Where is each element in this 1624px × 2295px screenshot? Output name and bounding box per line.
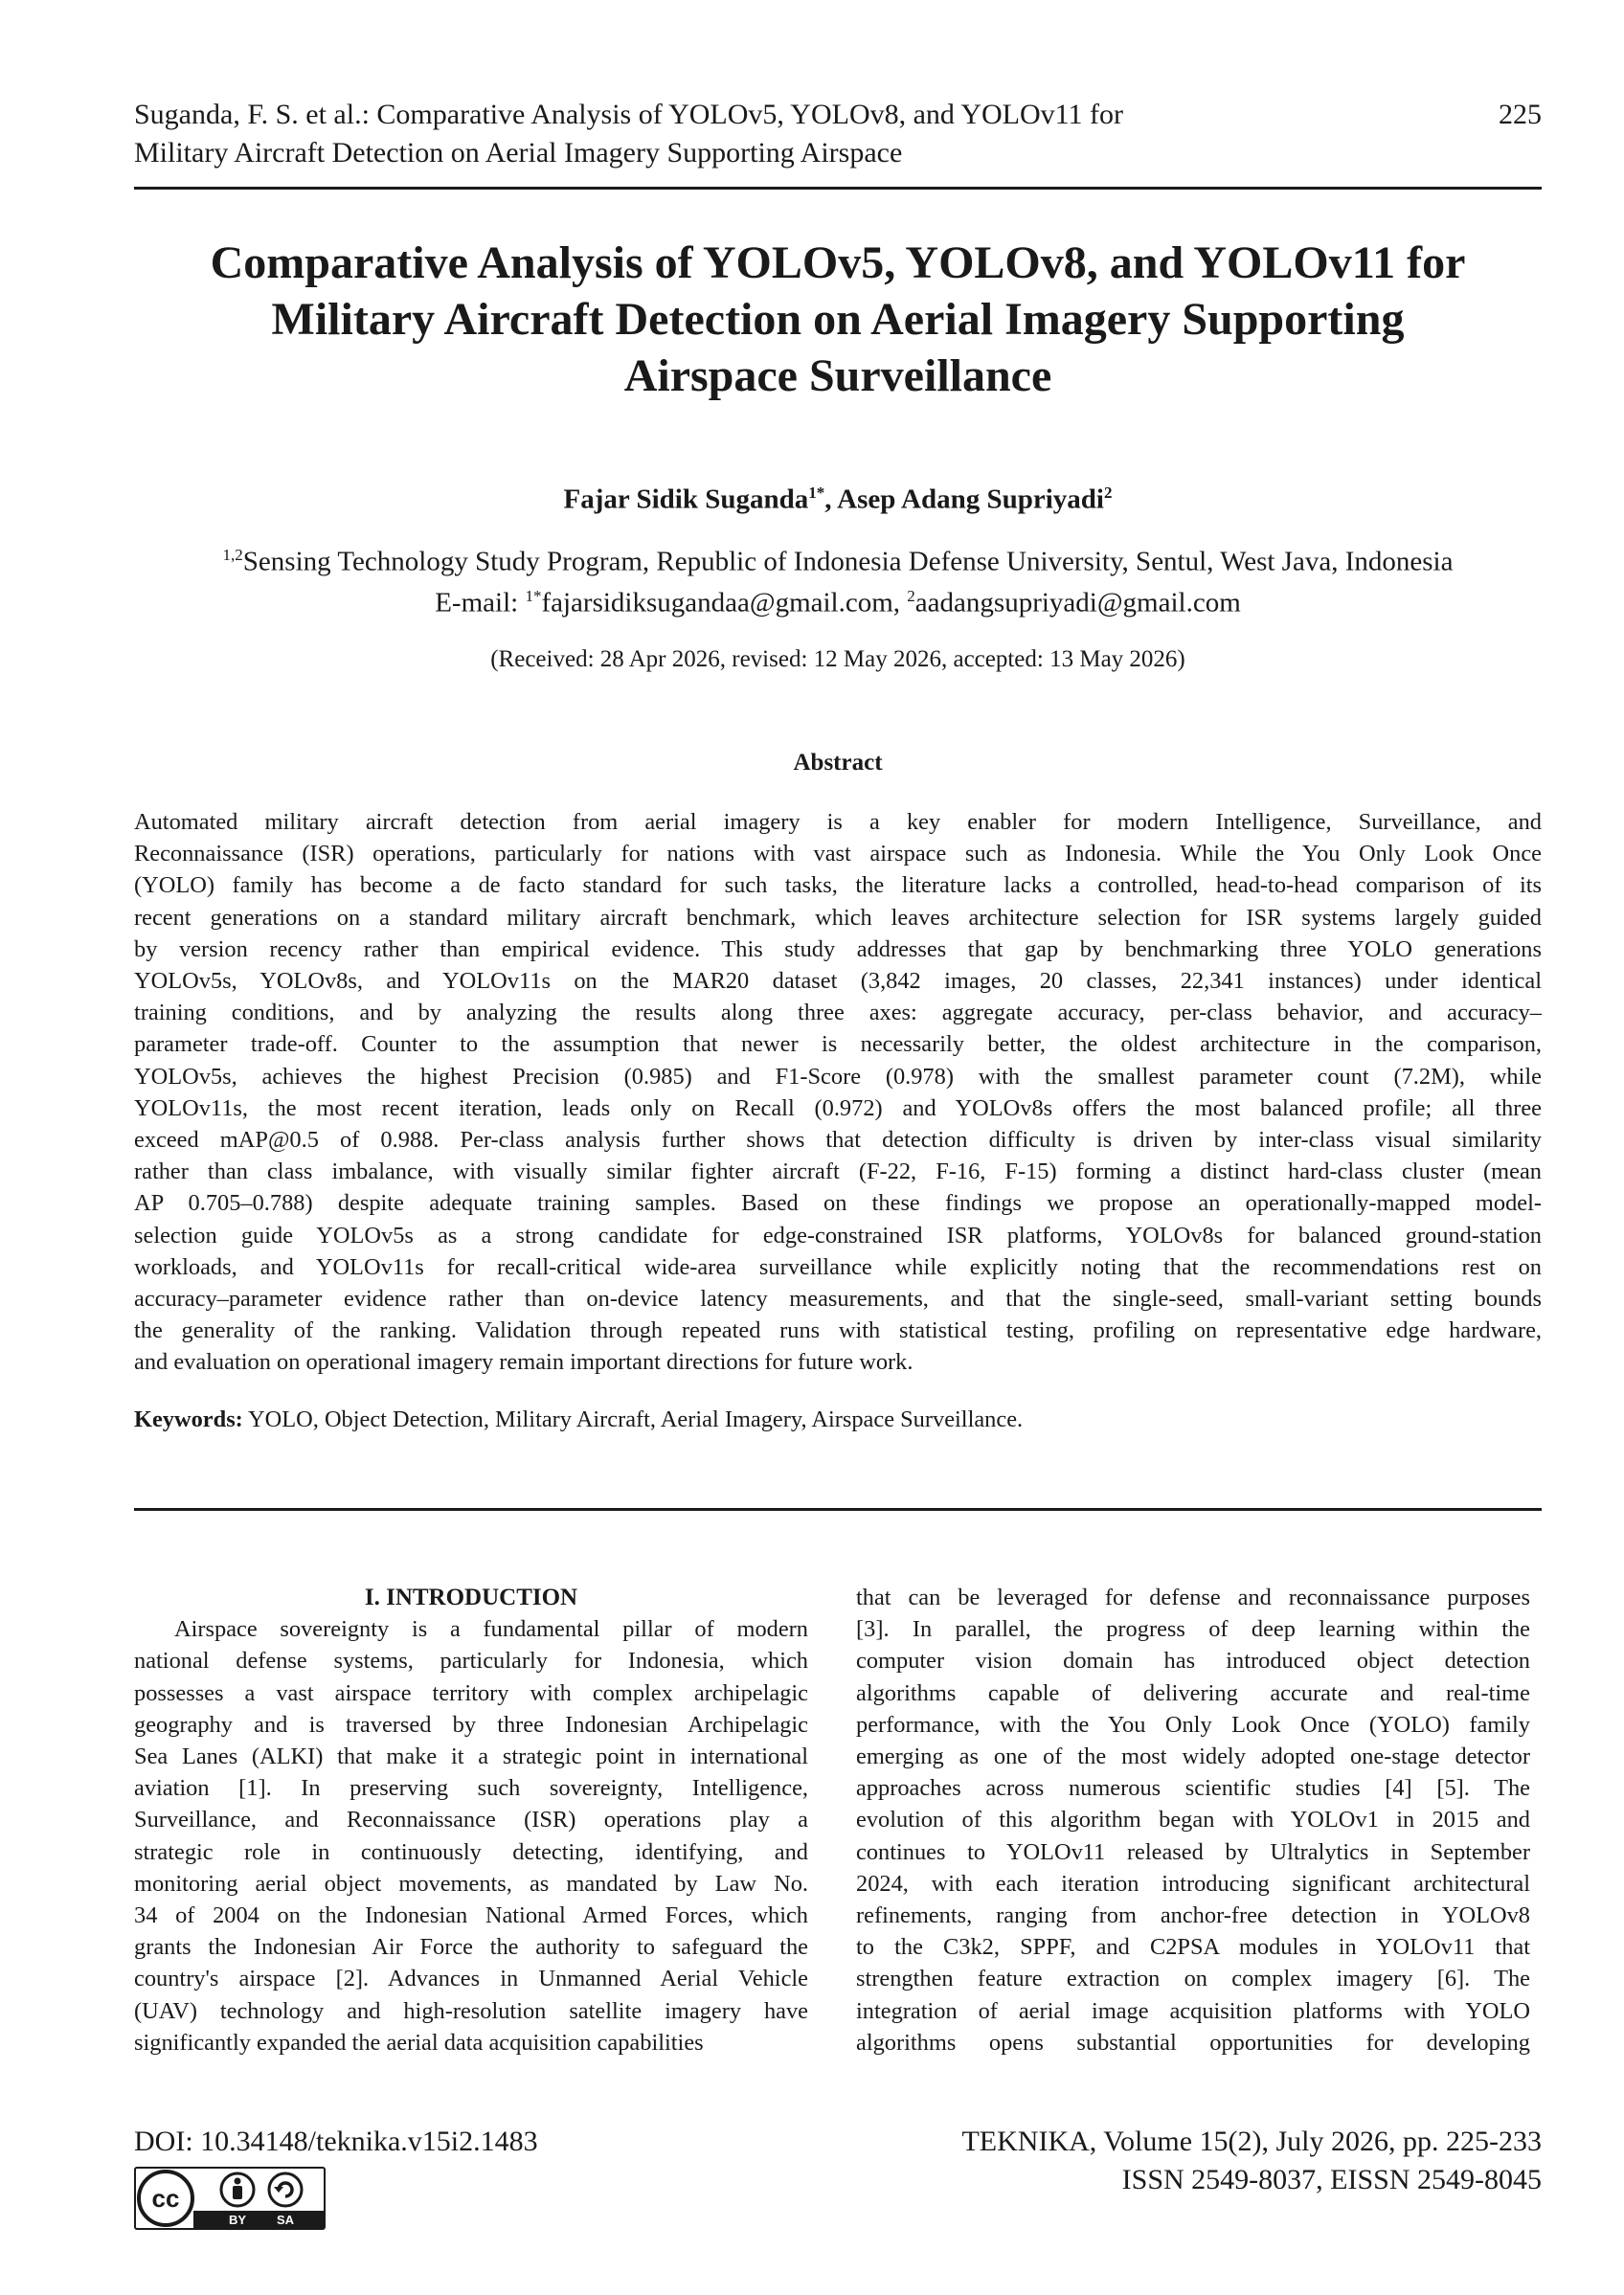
abstract-line: training conditions, and by analyzing the results along three axes: aggregate accuracy, per-class behavior, and accuracy– — [134, 1000, 1542, 1026]
intro-right-line: emerging as one of the most widely adopted one-stage detector — [856, 1744, 1530, 1770]
intro-right-line: [3]. In parallel, the progress of deep learning within the — [856, 1616, 1530, 1643]
abstract-line: by version recency rather than empirical evidence. This study addresses that gap by benchmarking three YOLO generations — [134, 935, 1542, 962]
column-left — [134, 1582, 808, 2059]
affiliation-text: Sensing Technology Study Program, Republic of Indonesia Defense University, Sentul, West Java, Indonesia — [242, 546, 1454, 577]
affiliation-line — [134, 538, 1542, 579]
title-line-3: Airspace Surveillance — [623, 350, 1052, 401]
abstract-line: YOLOv5s, YOLOv8s, and YOLOv11s on the MAR20 dataset (3,842 images, 20 classes, 22,341 instances) under identical — [134, 968, 1542, 995]
intro-right-line: refinements, ranging from anchor-free detection in YOLOv8 — [856, 1902, 1530, 1929]
page-number: 225 — [1499, 99, 1542, 130]
running-header — [134, 96, 1283, 172]
intro-right-line: evolution of this algorithm began with YOLOv1 in 2015 and — [856, 1807, 1530, 1834]
email-2-sup: 2 — [907, 586, 915, 605]
attribution-icon — [221, 2173, 254, 2206]
intro-right-line: continues to YOLOv11 released by Ultralytics in September — [856, 1838, 1530, 1865]
license-sa-label: SA — [276, 2213, 295, 2227]
intro-right-line: algorithms capable of delivering accurate and real-time — [856, 1679, 1530, 1706]
intro-left-line: possesses a vast airspace territory with complex archipelagic — [134, 1679, 808, 1706]
intro-right-line: 2024, with each iteration introducing significant architectural — [856, 1870, 1530, 1897]
section-heading-introduction: I. INTRODUCTION — [364, 1585, 578, 1610]
share-alike-icon — [269, 2173, 302, 2206]
abstract-line: Automated military aircraft detection from aerial imagery is a key enabler for modern Intelligence, Surveillance, and — [134, 809, 1542, 835]
abstract-line: rather than class imbalance, with visually similar fighter aircraft (F-22, F-16, F-15) forming a distinct hard-class cluster (mean — [134, 1159, 1542, 1185]
intro-left-line: grants the Indonesian Air Force the authority to safeguard the — [134, 1934, 808, 1961]
doi: DOI: 10.34148/teknika.v15i2.1483 — [134, 2126, 538, 2157]
received-dates: (Received: 28 Apr 2026, revised: 12 May 2026, accepted: 13 May 2026) — [490, 646, 1185, 672]
intro-right-line: approaches across numerous scientific studies [4] [5]. The — [856, 1775, 1530, 1802]
paper-title — [134, 235, 1542, 404]
author-separator: , — [824, 484, 838, 515]
abstract-line: Reconnaissance (ISR) operations, particularly for nations with vast airspace such as Indonesia. While the You Only Look Once — [134, 841, 1542, 867]
intro-left-line: (UAV) technology and high-resolution satellite imagery have — [134, 1997, 808, 2024]
intro-right-line: performance, with the You Only Look Once (YOLO) family — [856, 1711, 1530, 1738]
author-2: Asep Adang Supriyadi — [837, 484, 1104, 515]
intro-left-line: significantly expanded the aerial data acquisition capabilities — [134, 2029, 704, 2056]
cc-by-sa-license-badge — [134, 2167, 326, 2235]
column-right — [856, 1582, 1530, 2059]
abstract-line: YOLOv11s, the most recent iteration, leads only on Recall (0.972) and YOLOv8s offers the most balanced profile; all three — [134, 1094, 1542, 1121]
intro-right-line: strengthen feature extraction on complex imagery [6]. The — [856, 1966, 1530, 1992]
license-by-label: BY — [228, 2213, 247, 2227]
intro-left-line: aviation [1]. In preserving such sovereignty, Intelligence, — [134, 1775, 808, 1802]
email-prefix: E-mail: — [435, 587, 526, 619]
email-1: fajarsidiksugandaa@gmail.com, — [541, 587, 908, 619]
running-header-line-1: Suganda, F. S. et al.: Comparative Analysis of YOLOv5, YOLOv8, and YOLOv11 for — [134, 99, 1124, 130]
abstract-line: (YOLO) family has become a de facto standard for such tasks, the literature lacks a controlled, head-to-head comparison of its — [134, 872, 1542, 899]
intro-right-line: algorithms opens substantial opportunities for developing — [856, 2029, 1530, 2056]
keywords — [134, 1404, 1542, 1435]
intro-right-line: that can be leveraged for defense and reconnaissance purposes — [856, 1585, 1530, 1610]
intro-left-line: national defense systems, particularly for Indonesia, which — [134, 1648, 808, 1675]
intro-left-line: 34 of 2004 on the Indonesian National Armed Forces, which — [134, 1902, 808, 1929]
intro-right-line: computer vision domain has introduced object detection — [856, 1648, 1530, 1675]
title-line-2: Military Aircraft Detection on Aerial Imagery Supporting — [271, 294, 1405, 345]
intro-left-line: monitoring aerial object movements, as mandated by Law No. — [134, 1870, 808, 1897]
author-1: Fajar Sidik Suganda — [563, 484, 809, 515]
intro-left-line: Airspace sovereignty is a fundamental pillar of modern — [174, 1616, 808, 1643]
authors — [134, 476, 1542, 517]
journal-issn: ISSN 2549-8037, EISSN 2549-8045 — [1121, 2164, 1542, 2195]
intro-left-line: geography and is traversed by three Indonesian Archipelagic — [134, 1711, 808, 1738]
intro-left-line: Sea Lanes (ALKI) that make it a strategic point in international — [134, 1744, 808, 1770]
affiliation — [134, 538, 1542, 619]
abstract-line: the generality of the ranking. Validation through repeated runs with statistical testing, profiling on representative edge hardware, — [134, 1317, 1542, 1344]
intro-left-line: strategic role in continuously detecting, identifying, and — [134, 1838, 808, 1865]
abstract-line: parameter trade-off. Counter to the assumption that newer is necessarily better, the oldest architecture in the comparison, — [134, 1031, 1542, 1058]
author-2-affil: 2 — [1103, 484, 1113, 502]
cc-license-icon — [134, 2167, 326, 2230]
abstract-body — [134, 806, 1542, 1379]
abstract-line: and evaluation on operational imagery remain important directions for future work. — [134, 1349, 914, 1376]
email-1-sup: 1* — [525, 586, 542, 605]
title-line-1: Comparative Analysis of YOLOv5, YOLOv8, and YOLOv11 for — [210, 237, 1466, 288]
running-header-line-2: Military Aircraft Detection on Aerial Imagery Supporting Airspace — [134, 137, 903, 169]
intro-right-line: to the C3k2, SPPF, and C2PSA modules in YOLOv11 that — [856, 1934, 1530, 1961]
author-1-affil: 1* — [808, 484, 825, 502]
abstract-line: accuracy–parameter evidence rather than on-device latency measurements, and that the single-seed, small-variant setting bounds — [134, 1286, 1542, 1313]
affiliation-sup: 1,2 — [222, 546, 243, 564]
keywords-label: Keywords: — [134, 1406, 243, 1432]
keywords-text: YOLO, Object Detection, Military Aircraft, Aerial Imagery, Airspace Surveillance. — [242, 1406, 1024, 1432]
abstract-line: YOLOv5s, achieves the highest Precision (0.985) and F1-Score (0.978) with the smallest parameter count (7.2M), while — [134, 1063, 1542, 1090]
svg-text:cc: cc — [151, 2184, 180, 2213]
journal-info — [814, 2123, 1542, 2199]
email-line — [134, 579, 1542, 620]
section-rule — [134, 1508, 1542, 1511]
email-2: aadangsupriyadi@gmail.com — [914, 587, 1241, 619]
abstract-line: AP 0.705–0.788) despite adequate training samples. Based on these findings we propose an operationally-mapped model- — [134, 1190, 1542, 1217]
header-rule — [134, 187, 1542, 190]
abstract-line: workloads, and YOLOv11s for recall-critical wide-area surveillance while explicitly noting that the recommendations rest on — [134, 1253, 1542, 1280]
abstract-line: recent generations on a standard military aircraft benchmark, which leaves architecture selection for ISR systems largely guided — [134, 904, 1542, 931]
abstract-line: exceed mAP@0.5 of 0.988. Per-class analysis further shows that detection difficulty is driven by inter-class visual similarity — [134, 1127, 1542, 1154]
intro-left-line: Surveillance, and Reconnaissance (ISR) operations play a — [134, 1807, 808, 1834]
abstract-line: selection guide YOLOv5s as a strong candidate for edge-constrained ISR platforms, YOLOv8s for balanced ground-station — [134, 1222, 1542, 1249]
abstract-heading: Abstract — [793, 750, 883, 776]
journal-volume: TEKNIKA, Volume 15(2), July 2026, pp. 225-233 — [961, 2126, 1542, 2157]
intro-left-line: country's airspace [2]. Advances in Unmanned Aerial Vehicle — [134, 1966, 808, 1992]
intro-right-line: integration of aerial image acquisition platforms with YOLO — [856, 1997, 1530, 2024]
